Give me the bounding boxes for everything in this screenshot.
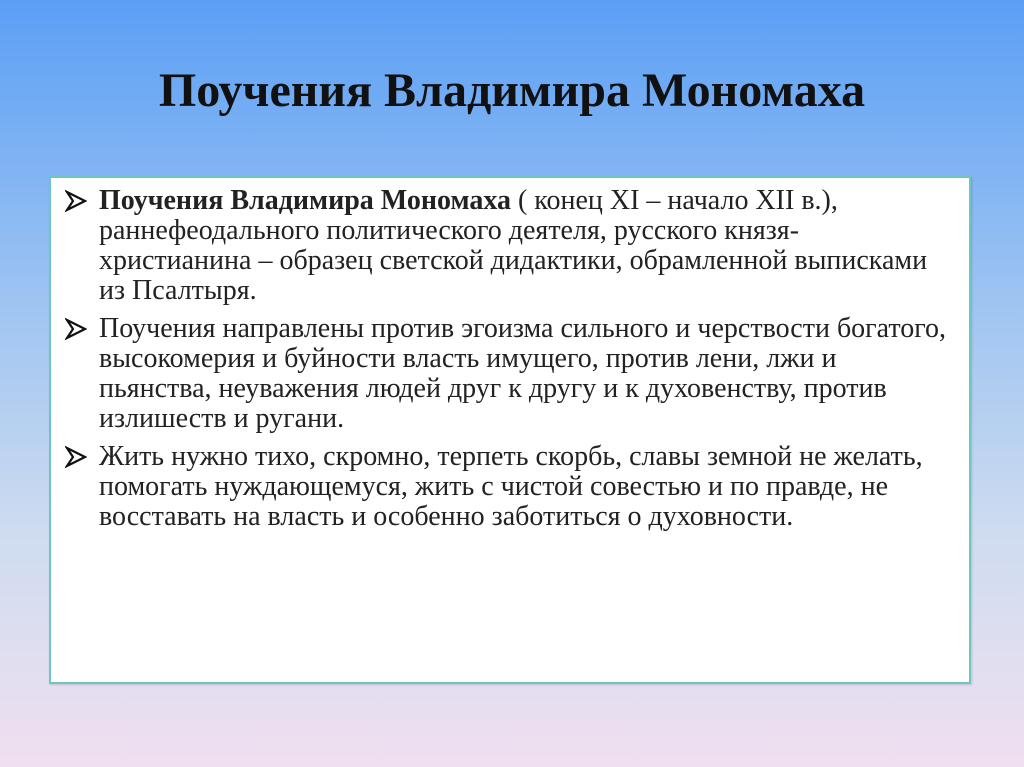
bullet-text: Поучения направлены против эгоизма сильного и черствости богатого, высокомерия и буйности власть имущего, против лени, лжи и пьянства, неуважения людей друг к другу и к духовенству, против излишеств и ругани. [99,313,947,434]
slide-title: Поучения Владимира Мономаха [158,64,866,117]
bullet-item [65,186,949,306]
bullet-text: Жить нужно тихо, скромно, терпеть скорбь, славы земной не желать, помогать нуждающемуся, жить с чистой совестью и по правде, не восставать на власть и особенно заботиться о духовности. [99,441,923,532]
bullet-item [65,442,949,532]
bullet-list [51,178,969,532]
arrowhead-bullet-icon [65,446,87,468]
content-box [49,176,971,684]
bullet-bold-lead: Поучения Владимира Мономаха [99,185,511,216]
arrowhead-bullet-icon [65,318,87,340]
arrowhead-bullet-icon [65,190,87,212]
bullet-item [65,314,949,434]
bullet-text: ( конец XI – начало XII в.), раннефеодального политического деятеля, русского князя-христианина – образец светской дидактики, обрамленной выписками из Псалтыря. [99,185,928,306]
